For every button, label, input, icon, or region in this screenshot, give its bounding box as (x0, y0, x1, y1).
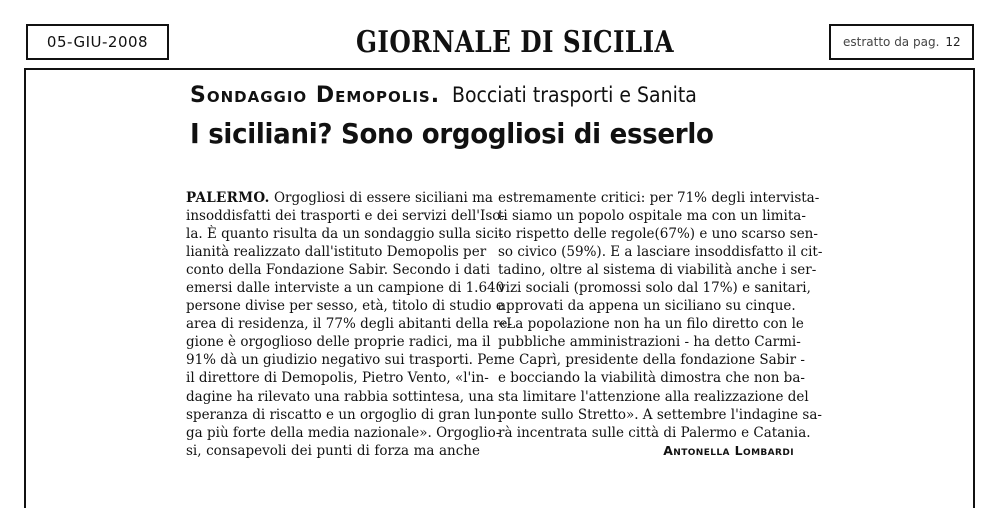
column-line (186, 189, 493, 207)
column-line: area di residenza, il 77% degli abitanti della re- (186, 316, 513, 333)
article-kicker (190, 83, 724, 108)
column-line: vizi sociali (promossi solo dal 17%) e sanitari, (498, 280, 811, 297)
column-line: so civico (59%). E a lasciare insoddisfatto il cit- (498, 244, 823, 261)
date-label: 05-GIU-2008 (46, 33, 149, 51)
page-reference-label: estratto da pag. (843, 35, 940, 49)
page-number: 12 (945, 35, 961, 49)
column-line: si, consapevoli dei punti di forza ma anche (186, 442, 480, 459)
column-line: e bocciando la viabilità dimostra che non ba- (498, 370, 805, 387)
column-line: estremamente critici: per 71% degli intervista- (498, 190, 820, 206)
column-line: 91% dà un giudizio negativo sui trasporti. Per (186, 352, 501, 369)
column-line: persone divise per sesso, età, titolo di studio e (186, 298, 504, 315)
column-line: ga più forte della media nazionale». Orgoglio- (186, 424, 501, 441)
byline: Antonella Lombardi (663, 442, 794, 458)
date-box (26, 24, 169, 60)
newspaper-masthead: GIORNALE DI SICILIA (355, 24, 675, 60)
kicker-lead: Sondaggio Demopolis. (190, 83, 441, 108)
column-line: dagine ha rilevato una rabbia sottintesa, una (186, 388, 494, 405)
page-reference-box (829, 24, 974, 60)
dateline: PALERMO. (186, 190, 270, 206)
article-headline: I siciliani? Sono orgogliosi di esserlo (190, 117, 714, 150)
column-line: to rispetto delle regole(67%) e uno scarso sen- (498, 226, 818, 243)
column-line: «La popolazione non ha un filo diretto con le (498, 316, 804, 333)
article-column-2 (498, 189, 823, 460)
column-line: gione è orgoglioso delle proprie radici, ma il (186, 334, 491, 351)
article-column-1 (186, 189, 513, 460)
column-line: il direttore di Demopolis, Pietro Vento, «l'in- (186, 370, 489, 387)
column-line: ti siamo un popolo ospitale ma con un limita- (498, 208, 806, 225)
column-line: speranza di riscatto e un orgoglio di gran lun- (186, 406, 501, 423)
column-line: la. È quanto risulta da un sondaggio sulla sici- (186, 226, 503, 243)
column-line: ponte sullo Stretto». A settembre l'indagine sa- (498, 406, 822, 423)
column-line: insoddisfatti dei trasporti e dei servizi dell'Iso- (186, 208, 505, 225)
byline-line (498, 442, 794, 460)
column-line: pubbliche amministrazioni - ha detto Carmi- (498, 334, 801, 351)
column-line-text: Orgogliosi di essere siciliani ma (269, 190, 493, 206)
column-line: conto della Fondazione Sabir. Secondo i dati (186, 262, 491, 279)
column-line: ne Caprì, presidente della fondazione Sabir - (498, 352, 805, 369)
column-line: emersi dalle interviste a un campione di 1.640 (186, 280, 505, 297)
column-line: tadino, oltre al sistema di viabilità anche i ser- (498, 262, 817, 279)
column-line: lianità realizzato dall'istituto Demopolis per (186, 244, 487, 261)
column-line: approvati da appena un siciliano su cinque. (498, 298, 796, 315)
column-line: sta limitare l'attenzione alla realizzazione del (498, 388, 809, 405)
column-line: rà incentrata sulle città di Palermo e Catania. (498, 424, 811, 441)
kicker-topic: Bocciati trasporti e Sanita (452, 83, 697, 107)
